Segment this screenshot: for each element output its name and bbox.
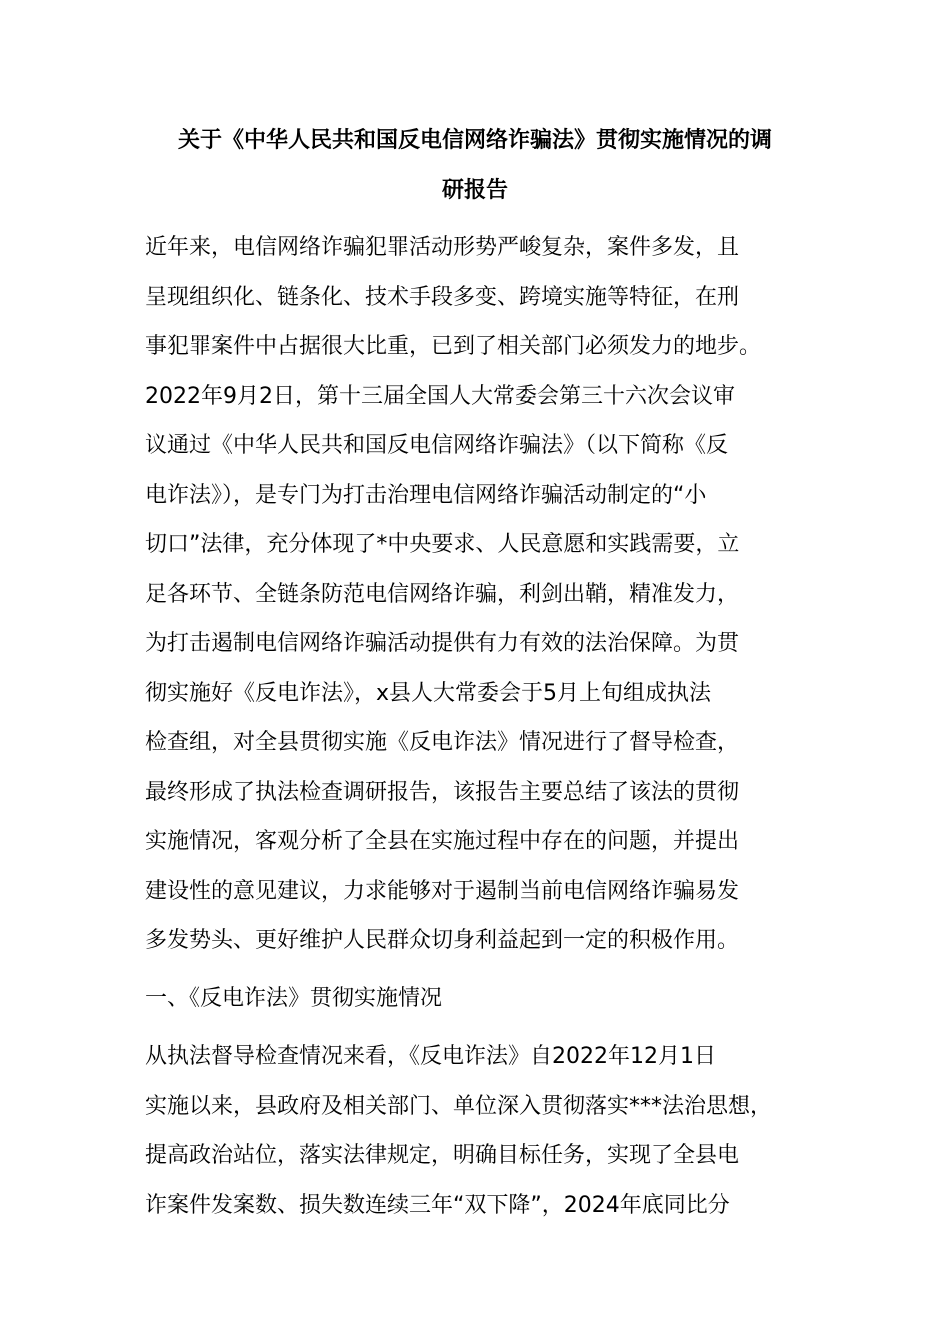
section-heading: 一、《反电诈法》贯彻实施情况 (145, 986, 443, 1011)
body-line: 足各环节、全链条防范电信网络诈骗，利剑出鞘，精准发力， (145, 582, 740, 607)
body-line: 建设性的意见建议，力求能够对于遏制当前电信网络诈骗易发 (145, 879, 740, 904)
body-line: 实施情况，客观分析了全县在实施过程中存在的问题，并提出 (145, 829, 740, 854)
body-line: 诈案件发案数、损失数连续三年“双下降”，2024年底同比分 (145, 1193, 730, 1218)
body-line: 为打击遏制电信网络诈骗活动提供有力有效的法治保障。为贯 (145, 631, 740, 656)
document-title-line-1: 关于《中华人民共和国反电信网络诈骗法》贯彻实施情况的调 (177, 128, 772, 153)
body-line: 提高政治站位，落实法律规定，明确目标任务，实现了全县电 (145, 1143, 740, 1168)
body-line: 电诈法》），是专门为打击治理电信网络诈骗活动制定的“小 (145, 483, 707, 508)
body-line: 实施以来，县政府及相关部门、单位深入贯彻落实***法治思想， (145, 1094, 773, 1119)
body-line: 2022年9月2日，第十三届全国人大常委会第三十六次会议审 (145, 384, 735, 409)
body-line: 从执法督导检查情况来看，《反电诈法》自2022年12月1日 (145, 1044, 716, 1069)
body-line: 事犯罪案件中占据很大比重，已到了相关部门必须发力的地步。 (145, 334, 762, 359)
body-line: 议通过《中华人民共和国反电信网络诈骗法》（以下简称《反 (145, 433, 729, 458)
body-line: 最终形成了执法检查调研报告，该报告主要总结了该法的贯彻 (145, 780, 740, 805)
body-line: 切口”法律，充分体现了*中央要求、人民意愿和实践需要，立 (145, 532, 740, 557)
body-line: 近年来，电信网络诈骗犯罪活动形势严峻复杂，案件多发，且 (145, 235, 740, 260)
body-line: 检查组，对全县贯彻实施《反电诈法》情况进行了督导检查， (145, 730, 740, 755)
document-title-line-2: 研报告 (441, 178, 508, 203)
body-line: 多发势头、更好维护人民群众切身利益起到一定的积极作用。 (145, 928, 740, 953)
body-line: 彻实施好《反电诈法》，x县人大常委会于5月上旬组成执法 (145, 681, 712, 706)
body-line: 呈现组织化、链条化、技术手段多变、跨境实施等特征，在刑 (145, 285, 740, 310)
